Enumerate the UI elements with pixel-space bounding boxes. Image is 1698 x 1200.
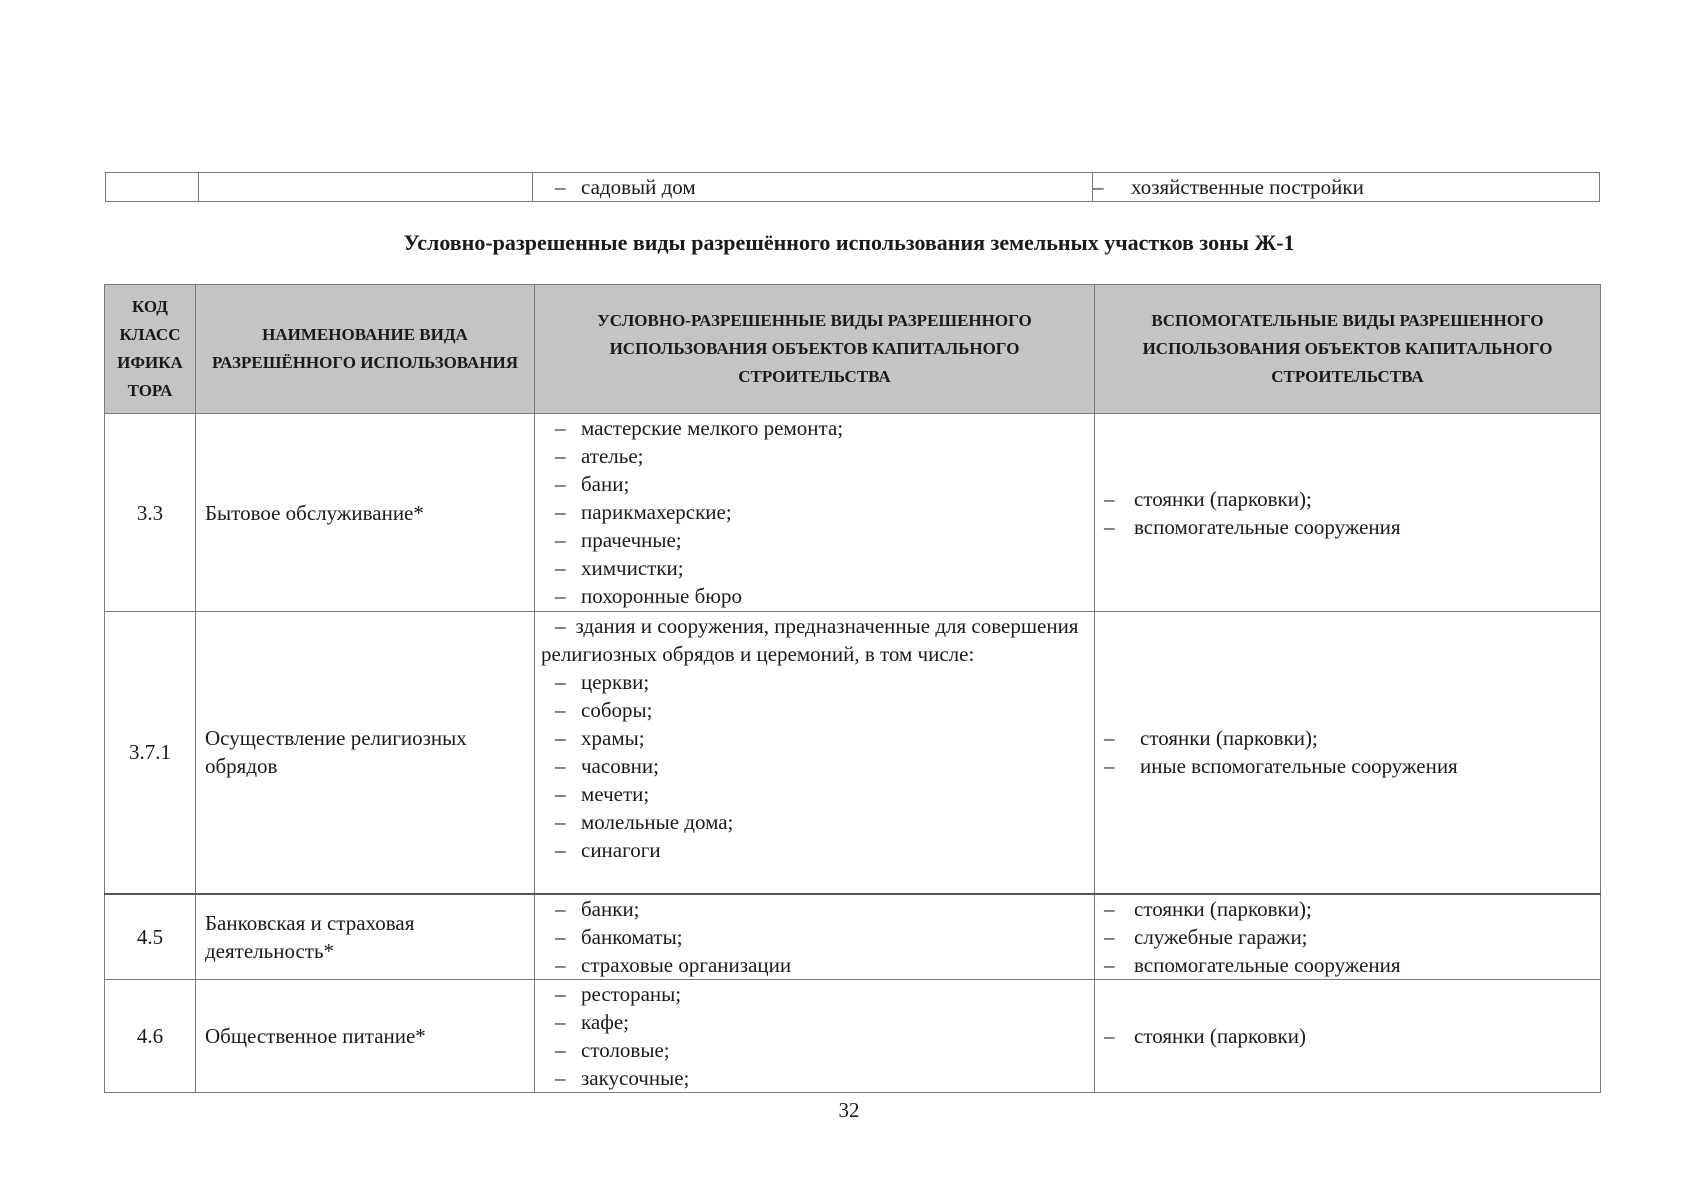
list-item: – садовый дом — [541, 173, 1092, 201]
list-item: – похоронные бюро — [541, 582, 1088, 610]
continuation-table — [105, 172, 1600, 202]
list-intro — [541, 612, 1088, 668]
list-item: – служебные гаражи; — [1104, 923, 1600, 951]
conditional-list-cell — [535, 979, 1095, 1092]
row-name: Общественное питание* — [196, 979, 535, 1092]
row-name: Бытовое обслуживание* — [196, 414, 535, 612]
list-item: – стоянки (парковки); — [1104, 724, 1600, 752]
list-item: – бани; — [541, 470, 1088, 498]
list-item: – стоянки (парковки); — [1104, 895, 1600, 923]
list-item: – хозяйственные постройки — [1093, 173, 1599, 201]
list-item: – иные вспомогательные сооружения — [1104, 752, 1600, 780]
list-item: – рестораны; — [541, 980, 1088, 1008]
conditional-list-cell — [535, 612, 1095, 894]
table-row — [106, 173, 1600, 202]
list-item: – синагоги — [541, 836, 1088, 864]
list-item: – прачечные; — [541, 526, 1088, 554]
dash-glyph: – — [555, 614, 566, 638]
column-header-auxiliary: ВСПОМОГАТЕЛЬНЫЕ ВИДЫ РАЗРЕШЕННОГО ИСПОЛЬЗОВАНИЯ ОБЪЕКТОВ КАПИТАЛЬНОГО СТРОИТЕЛЬСТВА — [1095, 285, 1601, 414]
section-title: Условно-разрешенные виды разрешённого использования земельных участков зоны Ж-1 — [403, 230, 1295, 255]
list-item: – парикмахерские; — [541, 498, 1088, 526]
table-cell — [199, 173, 533, 202]
column-header-conditional: УСЛОВНО-РАЗРЕШЕННЫЕ ВИДЫ РАЗРЕШЕННОГО ИСПОЛЬЗОВАНИЯ ОБЪЕКТОВ КАПИТАЛЬНОГО СТРОИТЕЛЬСТВА — [535, 285, 1095, 414]
list-intro-text: здания и сооружения, предназначенные для совершения религиозных обрядов и церемоний, в том числе: — [541, 614, 1079, 666]
row-name: Осуществление религиозных обрядов — [196, 612, 535, 894]
table-header-row — [105, 285, 1601, 414]
column-header-code: КОД КЛАСС ИФИКА ТОРА — [105, 285, 196, 414]
auxiliary-list-cell — [1095, 979, 1601, 1092]
list-item: – закусочные; — [541, 1064, 1088, 1092]
list-item: – ателье; — [541, 442, 1088, 470]
row-code: 4.5 — [105, 894, 196, 980]
list-item: – храмы; — [541, 724, 1088, 752]
column-header-name: НАИМЕНОВАНИЕ ВИДА РАЗРЕШЁННОГО ИСПОЛЬЗОВАНИЯ — [196, 285, 535, 414]
zoning-table — [104, 284, 1601, 1093]
list-item: – соборы; — [541, 696, 1088, 724]
list-item: – часовни; — [541, 752, 1088, 780]
list-item: – стоянки (парковки); — [1104, 485, 1600, 513]
list-item: – столовые; — [541, 1036, 1088, 1064]
list-item: – страховые организации — [541, 951, 1088, 979]
auxiliary-list-cell — [1095, 612, 1601, 894]
table-cell — [1093, 173, 1600, 202]
list-item: – мечети; — [541, 780, 1088, 808]
page-number: 32 — [838, 1098, 860, 1122]
list-item: – молельные дома; — [541, 808, 1088, 836]
row-code: 4.6 — [105, 979, 196, 1092]
list-item: – вспомогательные сооружения — [1104, 513, 1600, 541]
table-cell — [106, 173, 199, 202]
row-code: 3.3 — [105, 414, 196, 612]
row-name: Банковская и страховая деятельность* — [196, 894, 535, 980]
conditional-list-cell — [535, 894, 1095, 980]
list-item: – вспомогательные сооружения — [1104, 951, 1600, 979]
table-row — [105, 612, 1601, 894]
conditional-list-cell — [535, 414, 1095, 612]
row-code: 3.7.1 — [105, 612, 196, 894]
auxiliary-list-cell — [1095, 414, 1601, 612]
table-row — [105, 979, 1601, 1092]
table-row — [105, 414, 1601, 612]
table-cell — [533, 173, 1093, 202]
list-item: – банки; — [541, 895, 1088, 923]
list-item: – химчистки; — [541, 554, 1088, 582]
list-item: – кафе; — [541, 1008, 1088, 1036]
list-item: – мастерские мелкого ремонта; — [541, 414, 1088, 442]
list-item: – стоянки (парковки) — [1104, 1022, 1600, 1050]
auxiliary-list-cell — [1095, 894, 1601, 980]
list-item: – церкви; — [541, 668, 1088, 696]
table-row — [105, 894, 1601, 980]
list-item: – банкоматы; — [541, 923, 1088, 951]
